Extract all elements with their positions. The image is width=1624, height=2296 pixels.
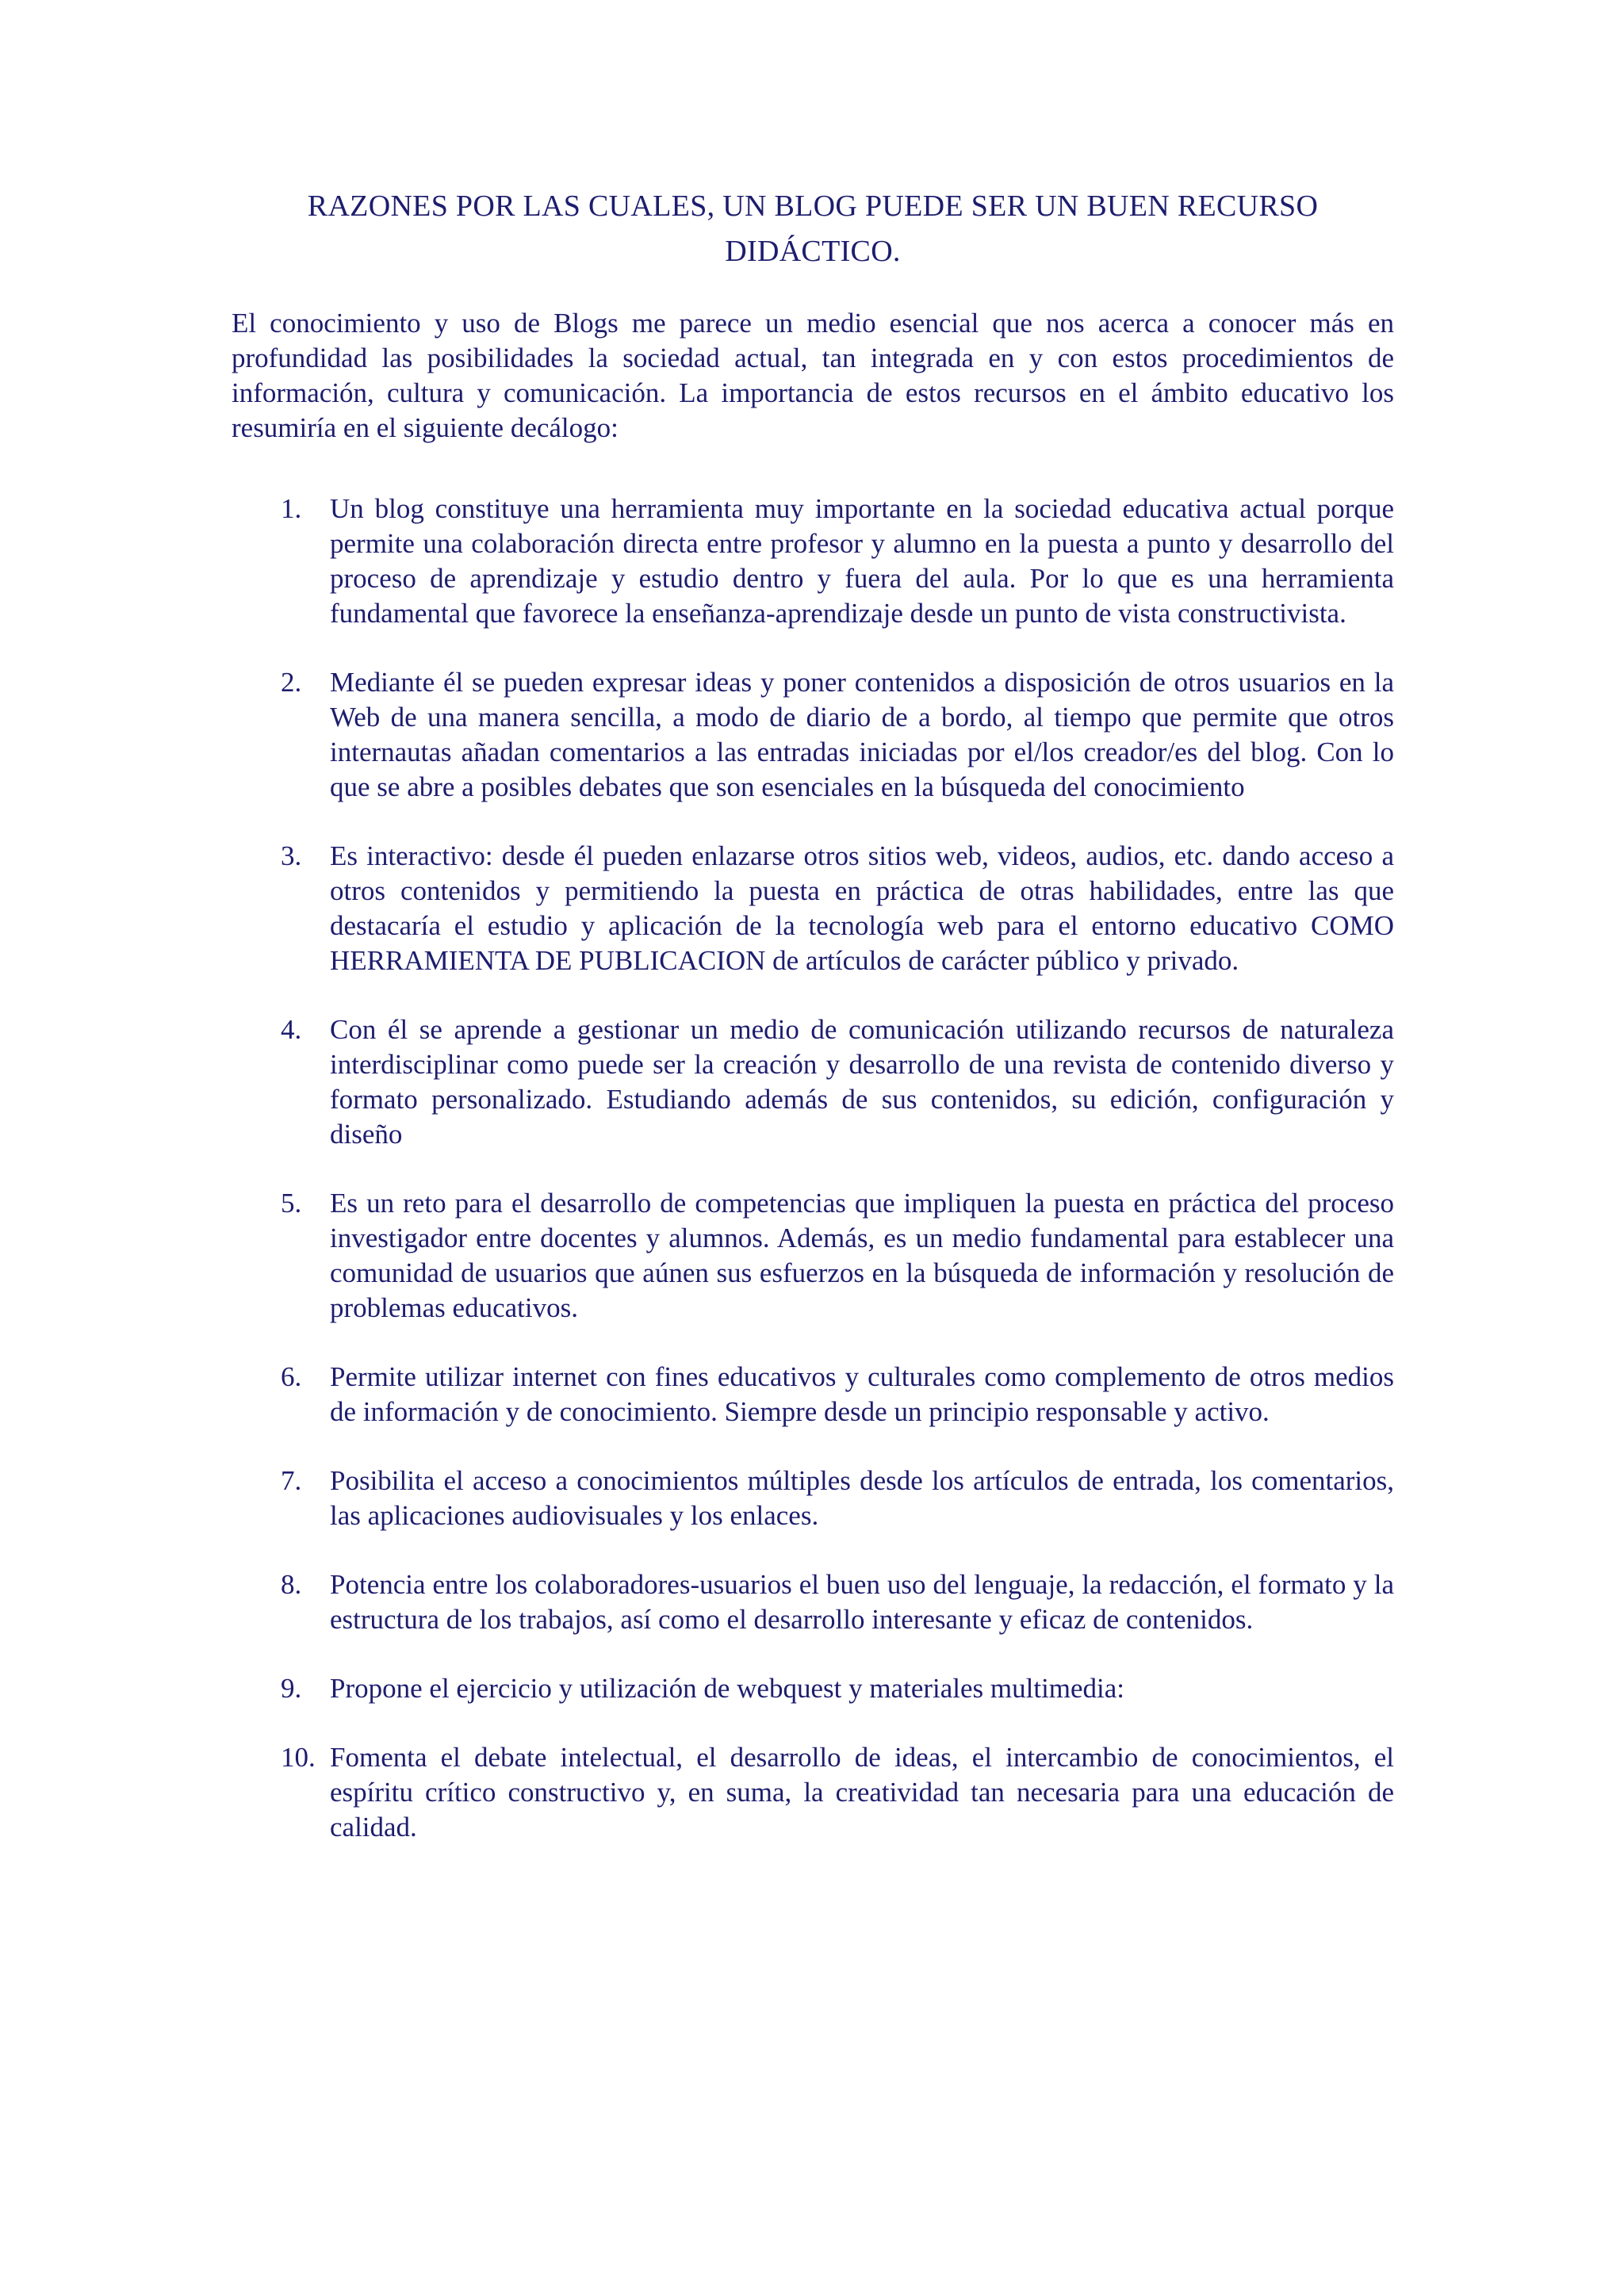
list-item bbox=[232, 1671, 1394, 1706]
list-item-number: 4. bbox=[281, 1014, 302, 1045]
list-item-text: Propone el ejercicio y utilización de webquest y materiales multimedia: bbox=[330, 1673, 1125, 1704]
list-item-text: Es interactivo: desde él pueden enlazarse otros sitios web, videos, audios, etc. dando acceso a otros contenidos y permitiendo la puesta en práctica de otras habilidades, entre las que destacaría el estudio y aplicación de la tecnología web para el entorno educativo COMO HERRAMIENTA DE PUBLICACION de artículos de carácter público y privado. bbox=[330, 840, 1394, 976]
list-item-text: Posibilita el acceso a conocimientos múltiples desde los artículos de entrada, los comentarios, las aplicaciones audiovisuales y los enlaces. bbox=[330, 1465, 1394, 1531]
list-item bbox=[232, 1012, 1394, 1152]
list-item-number: 5. bbox=[281, 1188, 302, 1219]
list-item-text: Mediante él se pueden expresar ideas y poner contenidos a disposición de otros usuarios en la Web de una manera sencilla, a modo de diario de a bordo, al tiempo que permite que otros internautas añadan comentarios a las entradas iniciadas por el/los creador/es del blog. Con lo que se abre a posibles debates que son esenciales en la búsqueda del conocimiento bbox=[330, 667, 1394, 802]
list-item-number: 10. bbox=[281, 1742, 316, 1773]
list-item-number: 3. bbox=[281, 840, 302, 871]
list-item bbox=[232, 492, 1394, 631]
list-item-text: Es un reto para el desarrollo de competencias que impliquen la puesta en práctica del proceso investigador entre docentes y alumnos. Además, es un medio fundamental para establecer una comunidad de usuarios que aúnen sus esfuerzos en la búsqueda de información y resolución de problemas educativos. bbox=[330, 1188, 1394, 1323]
decalogue-list bbox=[232, 492, 1394, 1845]
list-item-text: Permite utilizar internet con fines educativos y culturales como complemento de otros medios de información y de conocimiento. Siempre desde un principio responsable y activo. bbox=[330, 1361, 1394, 1427]
document-content bbox=[232, 184, 1394, 1879]
list-item-number: 6. bbox=[281, 1361, 302, 1392]
list-item-text: Un blog constituye una herramienta muy importante en la sociedad educativa actual porque permite una colaboración directa entre profesor y alumno en la puesta a punto y desarrollo del proceso de aprendizaje y estudio dentro y fuera del aula. Por lo que es una herramienta fundamental que favorece la enseñanza-aprendizaje desde un punto de vista constructivista. bbox=[330, 493, 1394, 629]
list-item-text: Potencia entre los colaboradores-usuarios el buen uso del lenguaje, la redacción, el formato y la estructura de los trabajos, así como el desarrollo interesante y eficaz de contenidos. bbox=[330, 1569, 1394, 1635]
list-item-number: 1. bbox=[281, 493, 302, 524]
list-item-text: Fomenta el debate intelectual, el desarrollo de ideas, el intercambio de conocimientos, el espíritu crítico constructivo y, en suma, la creatividad tan necesaria para una educación de calidad. bbox=[330, 1742, 1394, 1843]
list-item-number: 2. bbox=[281, 667, 302, 698]
list-item-number: 7. bbox=[281, 1465, 302, 1496]
list-item bbox=[232, 665, 1394, 805]
list-item-number: 8. bbox=[281, 1569, 302, 1600]
list-item bbox=[232, 1567, 1394, 1637]
title-line-2: DIDÁCTICO. bbox=[725, 235, 901, 268]
list-item-number: 9. bbox=[281, 1673, 302, 1704]
document-title bbox=[232, 184, 1394, 274]
intro-paragraph: El conocimiento y uso de Blogs me parece un medio esencial que nos acerca a conocer más en profundidad las posibilidades la sociedad actual, tan integrada en y con estos procedimientos de información, cultura y comunicación. La importancia de estos recursos en el ámbito educativo los resumiría en el siguiente decálogo: bbox=[232, 308, 1394, 443]
list-item bbox=[232, 839, 1394, 978]
list-item bbox=[232, 1464, 1394, 1533]
list-item-text: Con él se aprende a gestionar un medio de comunicación utilizando recursos de naturaleza interdisciplinar como puede ser la creación y desarrollo de una revista de contenido diverso y formato personalizado. Estudiando además de sus contenidos, su edición, configuración y diseño bbox=[330, 1014, 1394, 1150]
list-item bbox=[232, 1186, 1394, 1326]
list-item bbox=[232, 1740, 1394, 1845]
list-item bbox=[232, 1360, 1394, 1429]
title-line-1: RAZONES POR LAS CUALES, UN BLOG PUEDE SER UN BUEN RECURSO bbox=[307, 189, 1319, 223]
